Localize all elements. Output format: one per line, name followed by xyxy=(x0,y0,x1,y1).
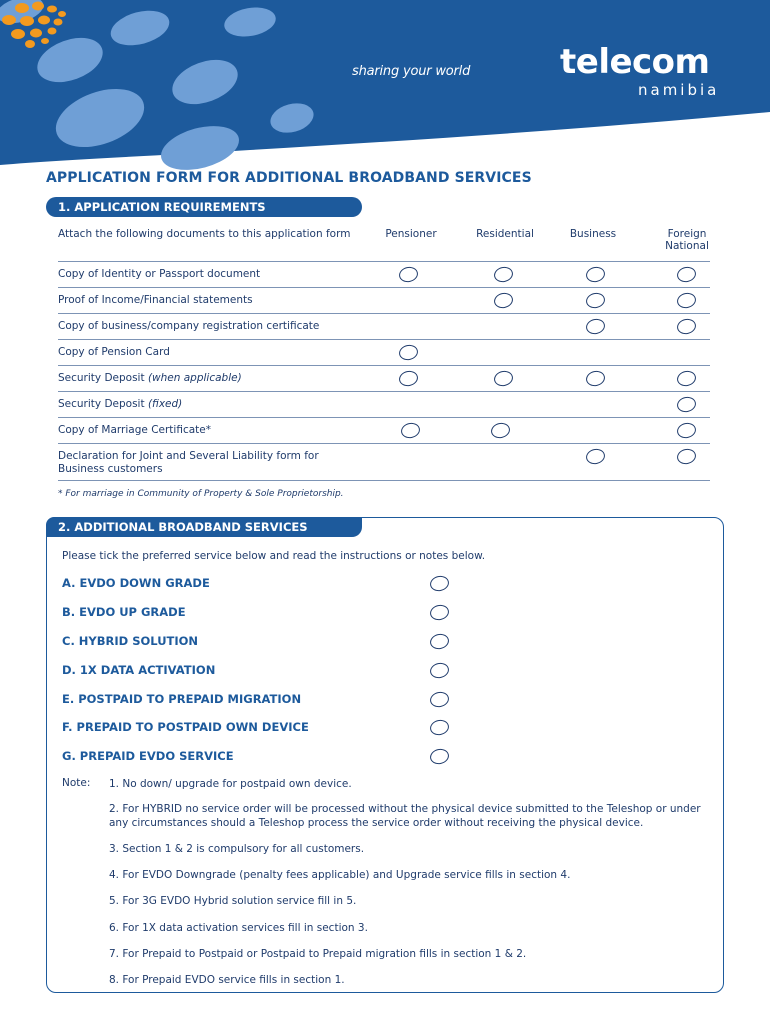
checkbox-foreign-national[interactable] xyxy=(676,421,698,440)
checkbox-residential[interactable] xyxy=(490,421,512,440)
table-row xyxy=(58,365,710,391)
service-checkbox[interactable] xyxy=(429,632,451,651)
section-application-requirements xyxy=(46,197,711,505)
service-label: A. EVDO DOWN GRADE xyxy=(62,576,210,590)
service-option-evdo-downgrade xyxy=(62,574,482,596)
checkbox-pensioner[interactable] xyxy=(400,421,422,440)
requirement-label: Copy of Identity or Passport document xyxy=(58,268,261,280)
requirement-label: Declaration for Joint and Several Liability form for Business customers xyxy=(58,450,319,475)
section2-tab: 2. ADDITIONAL BROADBAND SERVICES xyxy=(46,517,362,537)
table-row xyxy=(58,287,710,313)
note-item: 2. For HYBRID no service order will be processed without the physical device submitted to the Teleshop or under any circumstances should a Teleshop process the service order without receiving the physical device. xyxy=(109,803,701,829)
checkbox-residential[interactable] xyxy=(493,265,515,284)
section1-footnote: * For marriage in Community of Property & Sole Proprietorship. xyxy=(58,489,344,499)
section1-tab: 1. APPLICATION REQUIREMENTS xyxy=(46,197,362,217)
checkbox-residential[interactable] xyxy=(493,291,515,310)
checkbox-foreign-national[interactable] xyxy=(676,395,698,414)
checkbox-business[interactable] xyxy=(585,447,607,466)
section2-intro: Please tick the preferred service below and read the instructions or notes below. xyxy=(62,550,486,562)
service-option-evdo-upgrade xyxy=(62,603,482,625)
service-label: B. EVDO UP GRADE xyxy=(62,605,186,619)
table-row xyxy=(58,391,710,417)
requirement-label: Copy of Pension Card xyxy=(58,346,170,358)
service-checkbox[interactable] xyxy=(429,603,451,622)
checkbox-foreign-national[interactable] xyxy=(676,265,698,284)
service-option-prepaid-to-postpaid xyxy=(62,718,482,740)
service-label: G. PREPAID EVDO SERVICE xyxy=(62,749,234,763)
checkbox-business[interactable] xyxy=(585,317,607,336)
service-option-postpaid-to-prepaid xyxy=(62,690,482,712)
checkbox-pensioner[interactable] xyxy=(398,369,420,388)
note-item: 8. For Prepaid EVDO service fills in section 1. xyxy=(109,974,345,986)
service-checkbox[interactable] xyxy=(429,574,451,593)
column-residential: Residential xyxy=(476,228,534,240)
checkbox-business[interactable] xyxy=(585,369,607,388)
column-foreign-national: Foreign National xyxy=(665,228,709,252)
brand-name: telecom xyxy=(560,42,710,82)
checkbox-foreign-national[interactable] xyxy=(676,369,698,388)
service-option-prepaid-evdo xyxy=(62,747,482,769)
checkbox-pensioner[interactable] xyxy=(398,343,420,362)
requirement-label: Proof of Income/Financial statements xyxy=(58,294,253,306)
requirement-label: Copy of Marriage Certificate* xyxy=(58,424,211,436)
checkbox-business[interactable] xyxy=(585,291,607,310)
service-label: F. PREPAID TO POSTPAID OWN DEVICE xyxy=(62,720,309,734)
checkbox-pensioner[interactable] xyxy=(398,265,420,284)
checkbox-foreign-national[interactable] xyxy=(676,317,698,336)
requirement-label: Security Deposit (when applicable) xyxy=(58,372,242,384)
note-item: 5. For 3G EVDO Hybrid solution service fill in 5. xyxy=(109,895,357,907)
tagline: sharing your world xyxy=(352,64,471,79)
requirement-label: Copy of business/company registration certificate xyxy=(58,320,320,332)
service-label: E. POSTPAID TO PREPAID MIGRATION xyxy=(62,692,302,706)
checkbox-business[interactable] xyxy=(585,265,607,284)
column-pensioner: Pensioner xyxy=(385,228,437,240)
service-checkbox[interactable] xyxy=(429,747,451,766)
note-item: 4. For EVDO Downgrade (penalty fees applicable) and Upgrade service fills in section 4. xyxy=(109,869,571,881)
service-option-hybrid-solution xyxy=(62,632,482,654)
table-row xyxy=(58,313,710,339)
service-option-1x-data-activation xyxy=(62,661,482,683)
checkbox-foreign-national[interactable] xyxy=(676,291,698,310)
note-item: 1. No down/ upgrade for postpaid own device. xyxy=(109,778,352,790)
telecom-logo-icon xyxy=(0,0,72,50)
note-item: 3. Section 1 & 2 is compulsory for all customers. xyxy=(109,843,365,855)
note-item: 7. For Prepaid to Postpaid or Postpaid to Prepaid migration fills in section 1 & 2. xyxy=(109,948,527,960)
checkbox-residential[interactable] xyxy=(493,369,515,388)
brand-subtitle: namibia xyxy=(638,81,720,99)
note-item: 6. For 1X data activation services fill in section 3. xyxy=(109,922,368,934)
section-additional-broadband-services xyxy=(46,517,724,993)
service-label: D. 1X DATA ACTIVATION xyxy=(62,663,216,677)
section1-instruction: Attach the following documents to this application form xyxy=(58,228,351,240)
requirement-label: Security Deposit (fixed) xyxy=(58,398,183,410)
checkbox-foreign-national[interactable] xyxy=(676,447,698,466)
form-title: APPLICATION FORM FOR ADDITIONAL BROADBAND SERVICES xyxy=(46,170,532,186)
table-row xyxy=(58,261,710,287)
service-label: C. HYBRID SOLUTION xyxy=(62,634,199,648)
table-row xyxy=(58,417,710,443)
service-checkbox[interactable] xyxy=(429,690,451,709)
table-row xyxy=(58,443,710,481)
service-checkbox[interactable] xyxy=(429,661,451,680)
table-row xyxy=(58,339,710,365)
header-banner xyxy=(0,0,770,170)
service-checkbox[interactable] xyxy=(429,718,451,737)
column-business: Business xyxy=(569,228,617,240)
note-label: Note: xyxy=(62,777,91,789)
